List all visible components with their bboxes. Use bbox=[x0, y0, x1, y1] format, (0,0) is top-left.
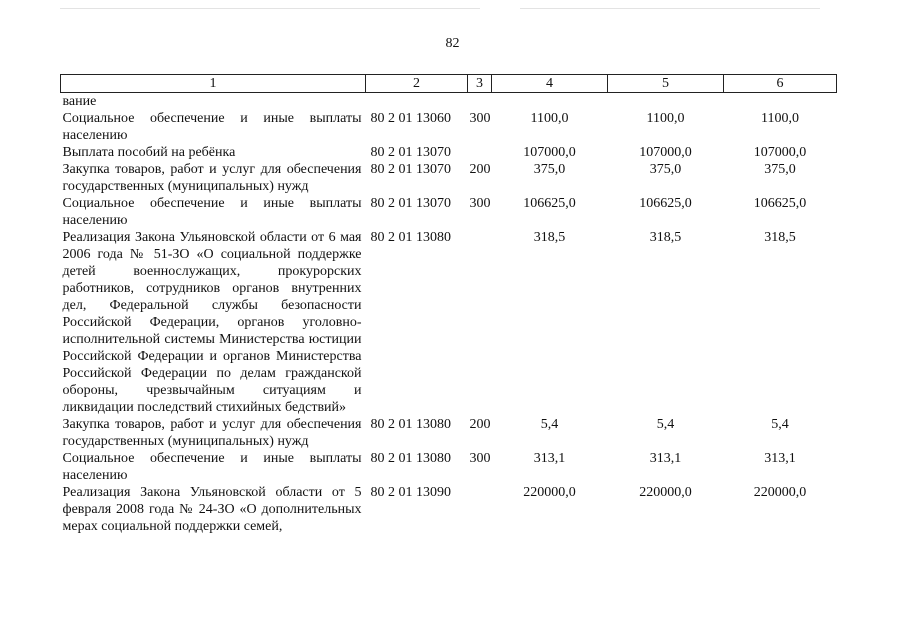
row-value-year3-cell bbox=[724, 93, 837, 111]
row-code-cell: 80 2 01 13080 bbox=[370, 451, 451, 466]
row-value-year1-cell: 106625,0 bbox=[523, 196, 576, 211]
table-row bbox=[61, 195, 837, 229]
row-code-cell: 80 2 01 13070 bbox=[370, 196, 451, 211]
header-col-1: 1 bbox=[61, 75, 366, 93]
row-name-cell: Закупка товаров, работ и услуг для обеспечения государственных (муниципальных) нужд bbox=[62, 417, 362, 449]
row-expense-type-cell bbox=[468, 484, 492, 535]
row-value-year3-cell: 107000,0 bbox=[753, 145, 807, 160]
row-code-cell: 80 2 01 13070 bbox=[370, 145, 451, 160]
row-value-year3-cell: 313,1 bbox=[764, 451, 796, 466]
page-number: 82 bbox=[445, 36, 460, 51]
row-expense-type-cell: 200 bbox=[469, 162, 491, 177]
row-expense-type-cell: 300 bbox=[469, 196, 491, 211]
row-value-year1-cell: 313,1 bbox=[533, 451, 566, 466]
row-value-year2-cell: 106625,0 bbox=[639, 196, 692, 211]
row-expense-type-cell: 200 bbox=[469, 417, 491, 432]
table-row bbox=[61, 110, 837, 144]
row-code-cell: 80 2 01 13080 bbox=[370, 417, 451, 432]
header-col-4: 4 bbox=[492, 75, 608, 93]
scan-artifact-top-right bbox=[520, 8, 820, 9]
row-value-year2-cell: 313,1 bbox=[649, 451, 682, 466]
row-value-year2-cell: 375,0 bbox=[649, 162, 682, 177]
row-value-year2-cell bbox=[608, 93, 724, 111]
header-col-5: 5 bbox=[608, 75, 724, 93]
row-value-year1-cell: 1100,0 bbox=[530, 111, 569, 126]
row-value-year2-cell: 318,5 bbox=[649, 230, 682, 245]
row-value-year1-cell bbox=[492, 93, 608, 111]
row-code-cell bbox=[366, 93, 468, 111]
row-value-year2-cell: 220000,0 bbox=[639, 485, 692, 500]
row-name-cell: Закупка товаров, работ и услуг для обеспечения государственных (муниципальных) нужд bbox=[62, 162, 362, 194]
row-value-year3-cell: 106625,0 bbox=[753, 196, 807, 211]
row-value-year1-cell: 375,0 bbox=[533, 162, 566, 177]
row-value-year3-cell: 318,5 bbox=[764, 230, 796, 245]
table-row bbox=[61, 416, 837, 450]
row-code-cell: 80 2 01 13080 bbox=[370, 230, 451, 245]
table-row bbox=[61, 229, 837, 416]
row-value-year3-cell: 220000,0 bbox=[753, 485, 807, 500]
table-row bbox=[61, 450, 837, 484]
row-value-year2-cell: 107000,0 bbox=[639, 145, 692, 160]
row-value-year3-cell: 5,4 bbox=[771, 417, 789, 432]
row-name-cell: Социальное обеспечение и иные выплаты населению bbox=[62, 451, 362, 483]
row-expense-type-cell bbox=[468, 93, 492, 111]
header-col-6: 6 bbox=[724, 75, 837, 93]
row-expense-type-cell: 300 bbox=[469, 451, 491, 466]
row-value-year1-cell: 5,4 bbox=[540, 417, 559, 432]
row-name-cell: Выплата пособий на ребёнка bbox=[62, 145, 236, 160]
row-name-cell: вание bbox=[62, 94, 97, 109]
table-row bbox=[61, 484, 837, 535]
row-name-cell: Реализация Закона Ульяновской области от 5 февраля 2008 года № 24-ЗО «О дополнительных мерах социальной поддержки семей, bbox=[62, 485, 362, 534]
row-value-year2-cell: 1100,0 bbox=[646, 111, 685, 126]
header-col-3: 3 bbox=[468, 75, 492, 93]
row-expense-type-cell bbox=[468, 229, 492, 416]
row-code-cell: 80 2 01 13070 bbox=[370, 162, 451, 177]
table-row bbox=[61, 144, 837, 161]
row-value-year3-cell: 375,0 bbox=[764, 162, 796, 177]
budget-table bbox=[60, 74, 837, 535]
row-value-year3-cell: 1100,0 bbox=[761, 111, 799, 126]
row-name-cell: Реализация Закона Ульяновской области от 6 мая 2006 года № 51-ЗО «О социальной поддержке детей военнослужащих, прокурорских работников, сотрудников органов внутренних дел, Федеральной службы безопасности Российской Федерации, органов уголовно-исполнительной системы Министерства юстиции Российской Федерации и органов Министерства Российской Федерации по делам гражданской обороны, чрезвычайным ситуациям и ликвидации последствий стихийных бедствий» bbox=[62, 230, 362, 415]
row-name-cell: Социальное обеспечение и иные выплаты населению bbox=[62, 111, 362, 143]
row-value-year2-cell: 5,4 bbox=[656, 417, 675, 432]
row-value-year1-cell: 220000,0 bbox=[523, 485, 576, 500]
table-body bbox=[61, 93, 837, 536]
row-code-cell: 80 2 01 13060 bbox=[370, 111, 451, 126]
row-expense-type-cell: 300 bbox=[469, 111, 491, 126]
header-col-2: 2 bbox=[366, 75, 468, 93]
row-value-year1-cell: 318,5 bbox=[533, 230, 566, 245]
table-row bbox=[61, 161, 837, 195]
row-expense-type-cell bbox=[468, 144, 492, 161]
row-name-cell: Социальное обеспечение и иные выплаты населению bbox=[62, 196, 362, 228]
row-value-year1-cell: 107000,0 bbox=[523, 145, 576, 160]
table-row bbox=[61, 93, 837, 111]
scan-artifact-top bbox=[60, 8, 480, 9]
row-code-cell: 80 2 01 13090 bbox=[370, 485, 451, 500]
header-row bbox=[61, 75, 837, 93]
